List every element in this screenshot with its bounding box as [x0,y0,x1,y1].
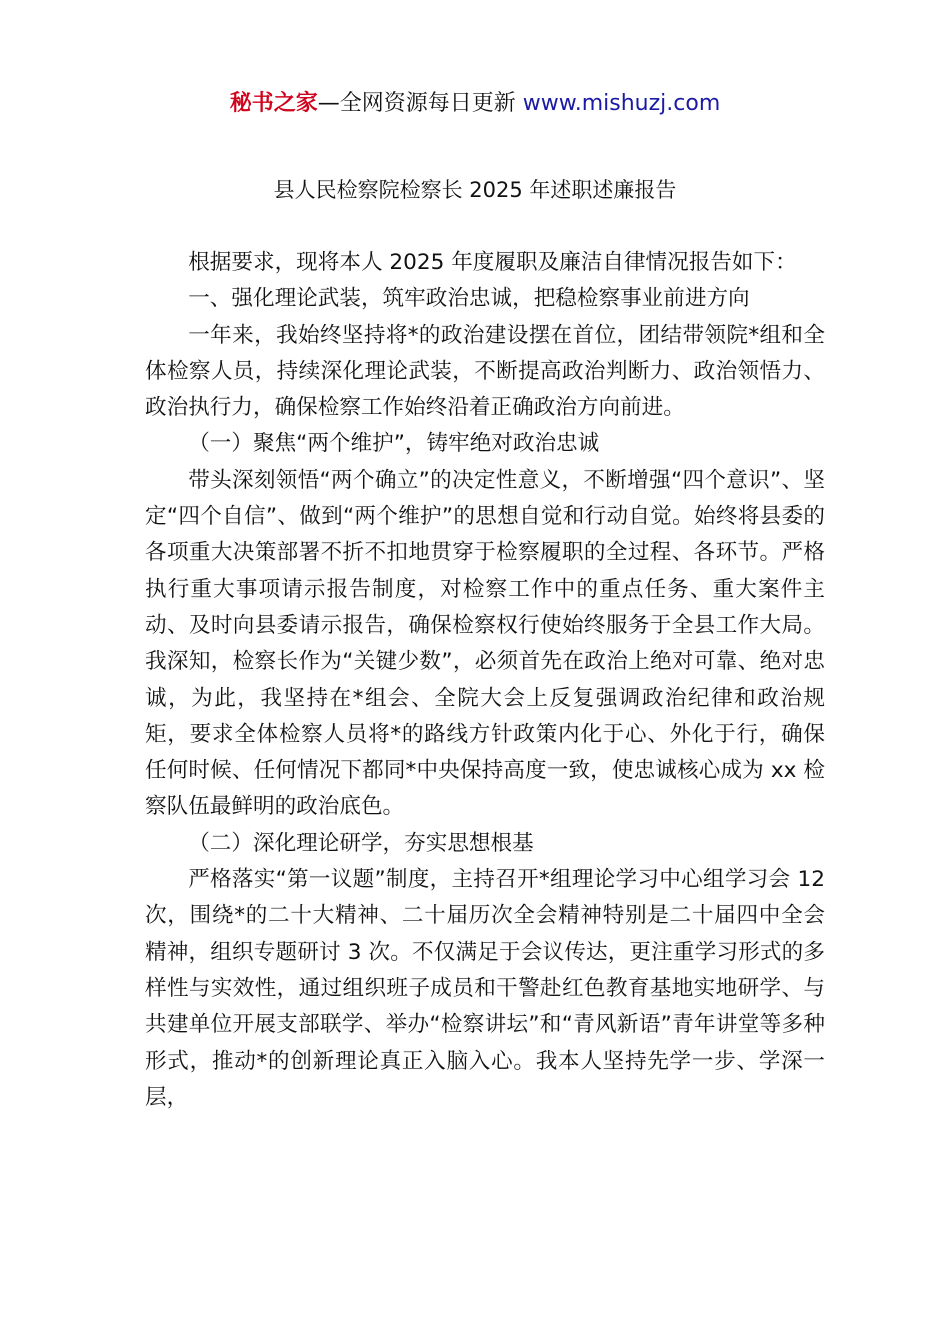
heading-subsection-1: （一）聚焦“两个维护”，铸牢绝对政治忠诚 [188,431,600,457]
paragraph-subsection-1: 带头深刻领悟“两个确立”的决定性意义，不断增强“四个意识”、坚定“四个自信”、做到“两个维护”的思想自觉和行动自觉。始终将县委的各项重大决策部署不折不扣地贯穿于检察履职的全过程、各环节。严格执行重大事项请示报告制度，对检察工作中的重点任务、重大案件主动、及时向县委请示报告，确保检察权行使始终服务于全县工作大局。我深知，检察长作为“关键少数”，必须首先在政治上绝对可靠、绝对忠诚，为此，我坚持在*组会、全院大会上反复强调政治纪律和政治规矩，要求全体检察人员将*的路线方针政策内化于心、外化于行，确保任何时候、任何情况下都同*中央保持高度一致，使忠诚核心成为 xx 检察队伍最鲜明的政治底色。 [145,467,825,820]
document-title: 县人民检察院检察长 2025 年述职述廉报告 [273,178,677,202]
paragraph-subsection-2: 严格落实“第一议题”制度，主持召开*组理论学习中心组学习会 12 次，围绕*的二十大精神、二十届历次全会精神特别是二十届四中全会精神，组织专题研讨 3 次。不仅满足于会议传达，更注重学习形式的多样性与实效性，通过组织班子成员和干警赴红色教育基地实地研学、与共建单位开展支部联学、举办“检察讲坛”和“青风新语”青年讲堂等多种形式，推动*的创新理论真正入脑入心。我本人坚持先学一步、学深一层， [145,867,825,1110]
heading-subsection-2: （二）深化理论研学，夯实思想根基 [188,830,534,856]
site-slogan: —全网资源每日更新 [317,91,523,116]
site-header [0,88,950,120]
document-body [145,245,825,1116]
site-url-link[interactable]: www.mishuzj.com [522,91,721,116]
heading-section-1: 一、强化理论武装，筑牢政治忠诚，把稳检察事业前进方向 [188,286,750,312]
paragraph-intro: 根据要求，现将本人 2025 年度履职及廉洁自律情况报告如下： [188,250,797,275]
site-brand: 秘书之家 [229,91,318,116]
paragraph-section-1: 一年来，我始终坚持将*的政治建设摆在首位，团结带领院*组和全体检察人员，持续深化理论武装，不断提高政治判断力、政治领悟力、政治执行力，确保检察工作始终沿着正确政治方向前进。 [145,322,825,421]
